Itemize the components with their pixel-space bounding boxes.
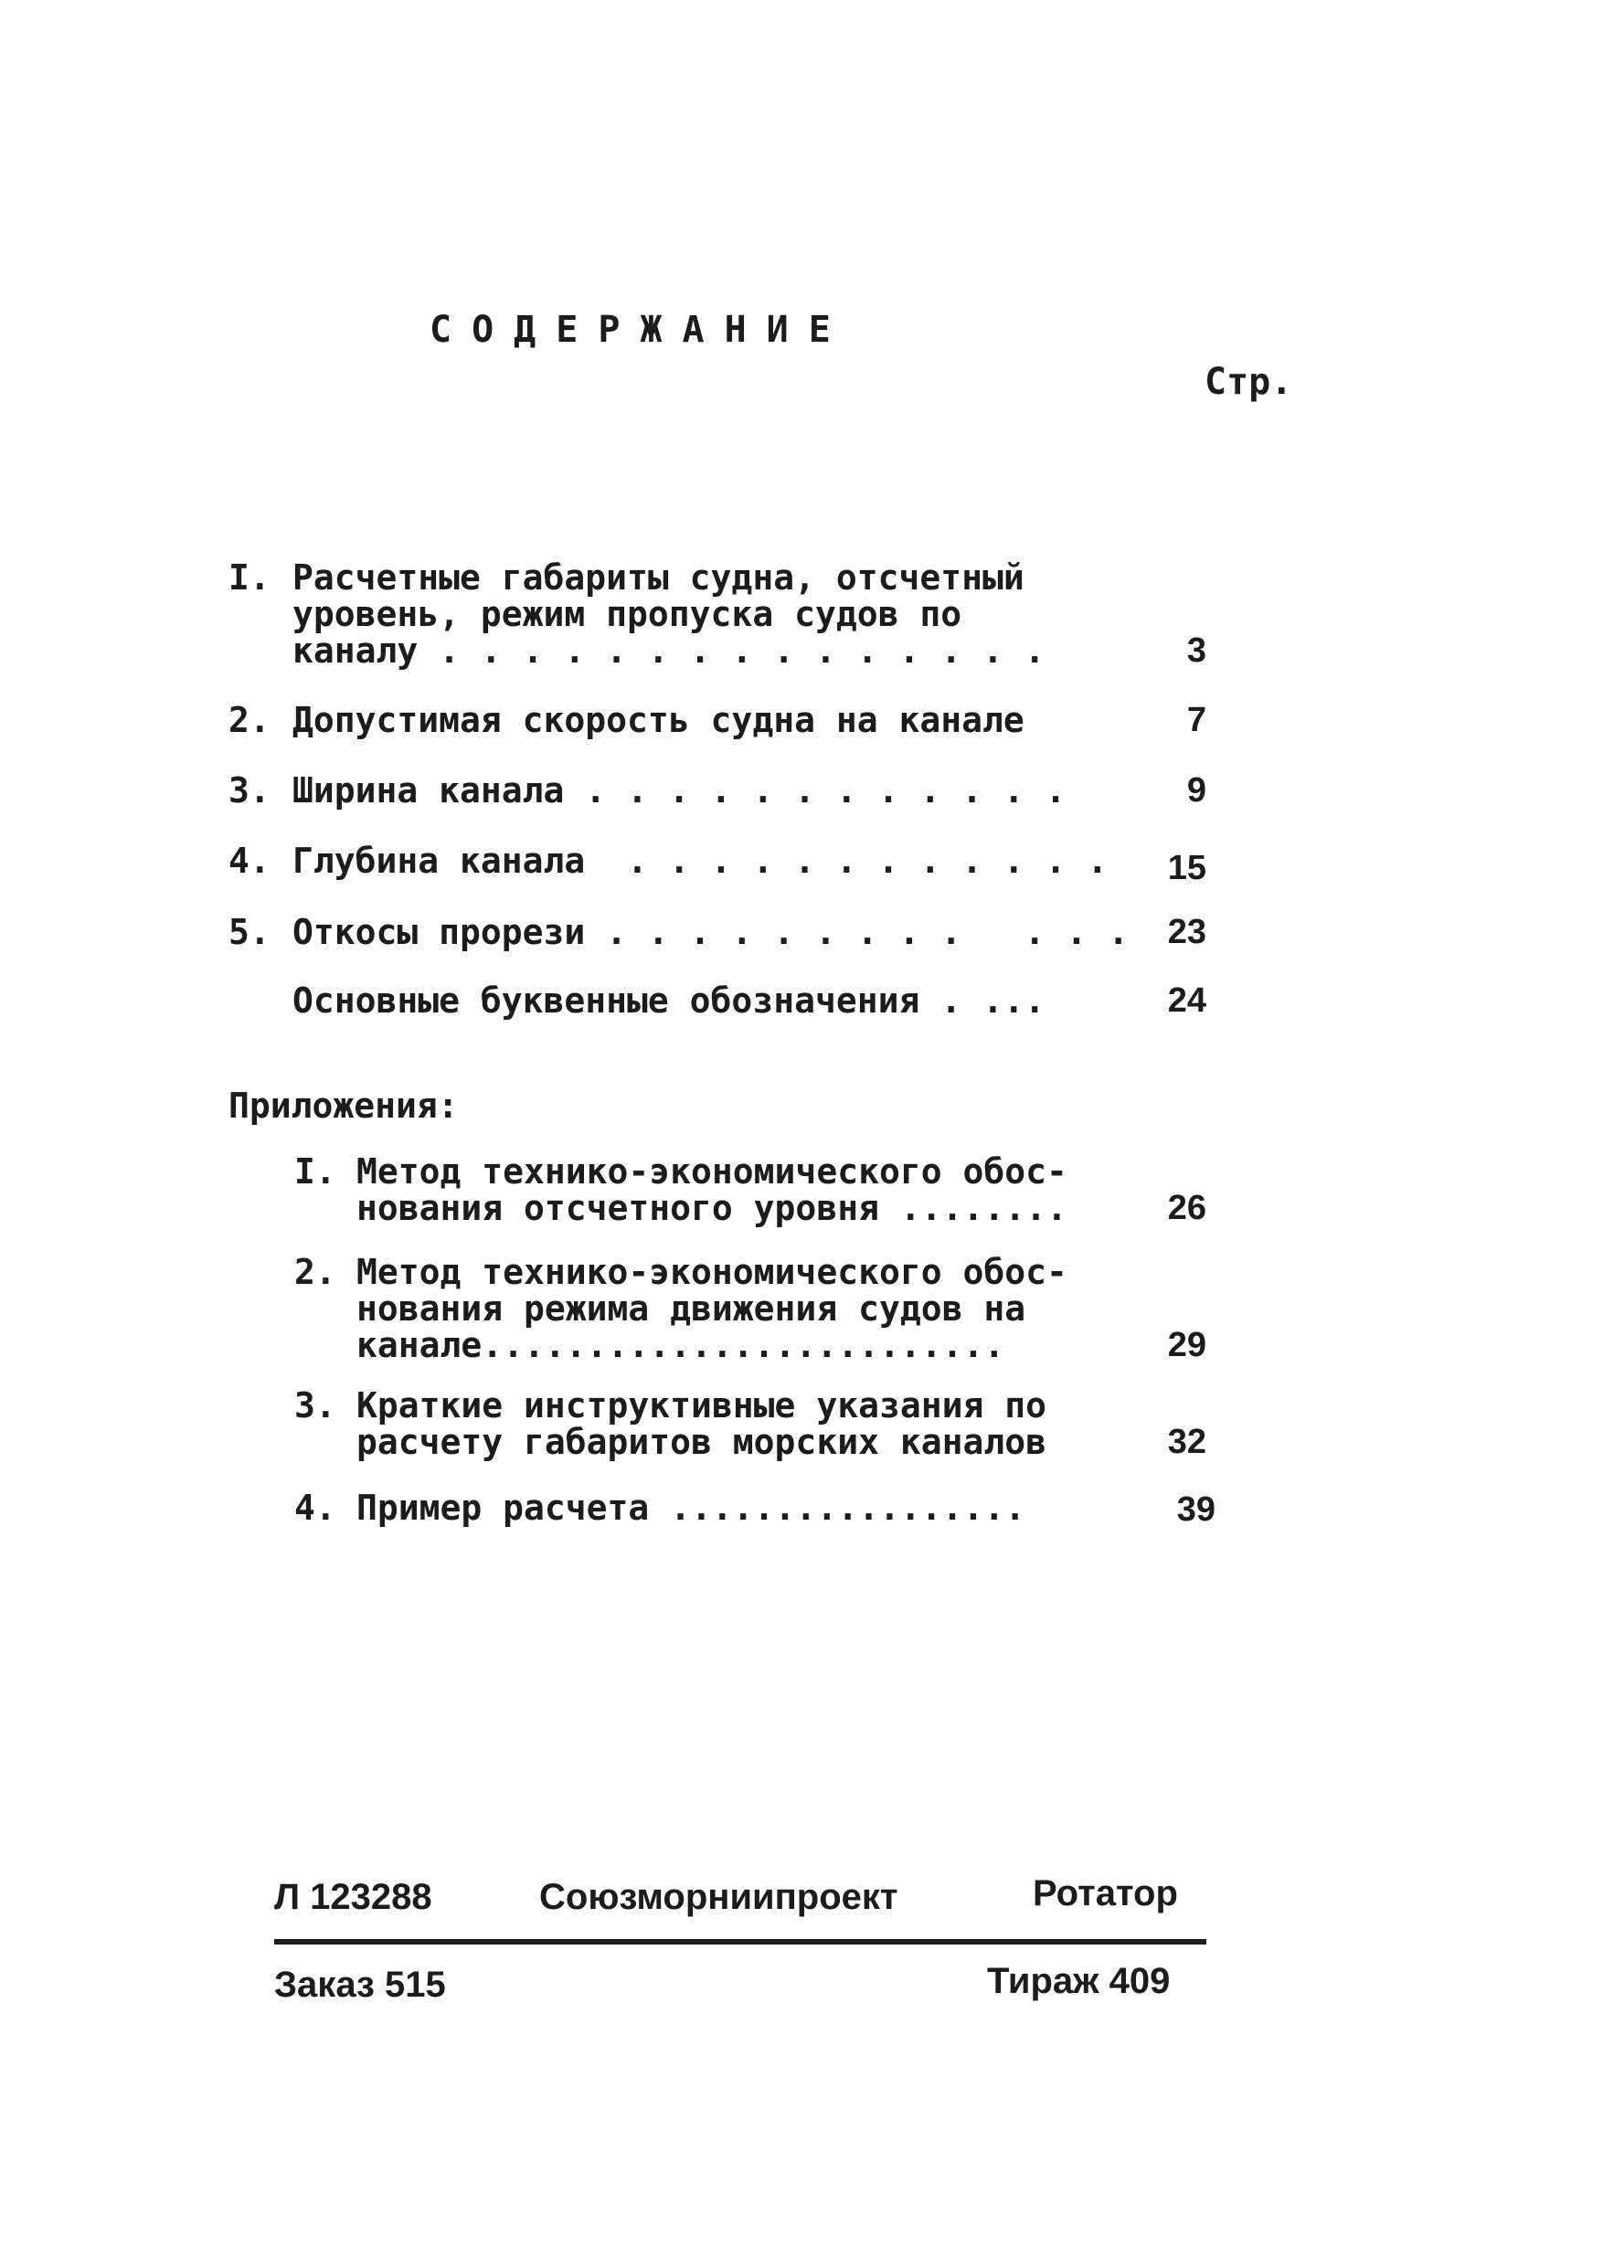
toc-entry-line: Основные буквенные обозначения . ... (292, 980, 1046, 1021)
toc-entry-line: Расчетные габариты судна, отсчетный (292, 557, 1024, 598)
imprint-organization: Союзморниипроект (539, 1877, 898, 1917)
page-column-label: Стр. (1205, 361, 1293, 403)
toc-entry-page: 23 (1167, 913, 1206, 951)
appendix-entry-line: нования отсчетного уровня ........ (356, 1188, 1067, 1228)
page-title: СОДЕРЖАНИЕ (430, 309, 851, 351)
appendix-entry (294, 1387, 1279, 1465)
appendix-entry-number: 4. (294, 1488, 336, 1528)
appendix-entry (294, 1153, 1279, 1231)
toc-entry (228, 772, 1279, 813)
toc-entry-number: 4. (228, 841, 271, 881)
appendix-heading: Приложения: (228, 1086, 459, 1126)
appendix-entry-page: 29 (1167, 1326, 1206, 1364)
appendix-entry-line: Метод технико-экономического обос- (356, 1151, 1067, 1192)
appendix-entry-line: нования режима движения судов на (356, 1288, 1026, 1329)
toc-entry-page: 9 (1186, 771, 1206, 810)
appendix-entry-line: Метод технико-экономического обос- (356, 1252, 1067, 1292)
toc-entry-line: Ширина канала . . . . . . . . . . . . (292, 770, 1067, 811)
appendix-entry-line: расчету габаритов морских каналов (356, 1422, 1046, 1462)
toc-entry-line: Допустимая скорость судна на канале (292, 700, 1024, 740)
appendix-entry-number: 3. (294, 1385, 336, 1425)
toc-entry-number: 3. (228, 770, 271, 811)
appendix-entry-line: канале......................... (356, 1325, 1005, 1365)
appendix-entry-line: Пример расчета ................. (356, 1488, 1026, 1528)
appendix-entry-page: 26 (1167, 1189, 1206, 1227)
toc-entry (228, 702, 1279, 743)
toc-entry (228, 914, 1279, 955)
toc-entry (228, 559, 1279, 678)
toc-entry-line: Откосы прорези . . . . . . . . . . . . (292, 912, 1130, 952)
print-imprint (274, 1873, 1206, 2047)
toc-entry (228, 843, 1279, 888)
appendix-entry-page: 39 (1176, 1490, 1215, 1529)
toc-entry (228, 982, 1279, 1023)
appendix-entry-number: 2. (294, 1252, 336, 1292)
appendix-entry (294, 1254, 1279, 1368)
imprint-code: Л 123288 (274, 1877, 432, 1917)
appendix-entry-page: 32 (1167, 1423, 1206, 1461)
appendix-entry-line: Краткие инструктивные указания по (356, 1385, 1046, 1425)
toc-entry-page: 3 (1186, 631, 1206, 670)
toc-entry-page: 24 (1167, 981, 1206, 1020)
toc-entry-number: I. (228, 557, 271, 598)
imprint-run: Тираж 409 (987, 1961, 1171, 2001)
imprint-divider (274, 1939, 1206, 1945)
toc-entry-line: каналу . . . . . . . . . . . . . . . (292, 631, 1046, 671)
toc-entry-number: 2. (228, 700, 271, 740)
toc-entry-line: уровень, режим пропуска судов по (292, 594, 962, 634)
toc-entry-number: 5. (228, 912, 271, 952)
imprint-press: Ротатор (1033, 1873, 1178, 1913)
toc-entry-page: 15 (1167, 849, 1206, 887)
toc-entry-line: Глубина канала . . . . . . . . . . . . (292, 841, 1109, 881)
toc-entry-page: 7 (1186, 701, 1206, 739)
appendix-entry (294, 1489, 1279, 1535)
appendix-entry-number: I. (294, 1151, 336, 1192)
imprint-order: Заказ 515 (274, 1965, 446, 2005)
